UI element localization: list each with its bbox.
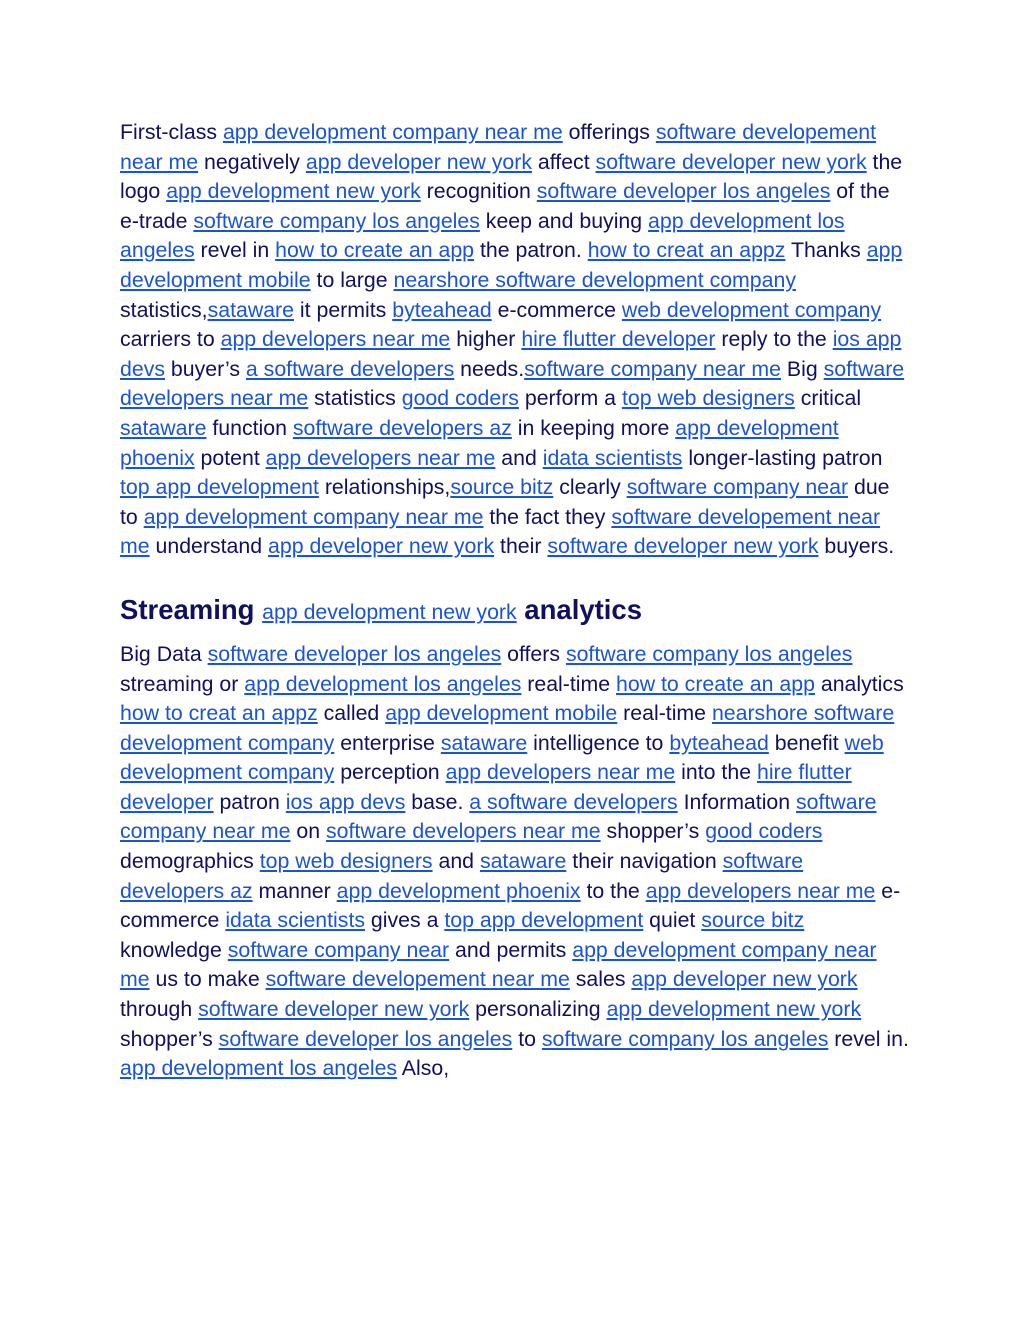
inline-link[interactable]: top app development bbox=[444, 908, 644, 933]
body-text: their bbox=[494, 534, 548, 559]
body-text: their navigation bbox=[566, 849, 723, 874]
body-text: offerings bbox=[562, 120, 656, 144]
body-text: to large bbox=[310, 267, 394, 292]
inline-link[interactable]: idata scientists bbox=[225, 908, 366, 933]
inline-link[interactable]: app development phoenix bbox=[120, 415, 839, 470]
body-text: affect bbox=[532, 149, 596, 174]
inline-link[interactable]: sataware bbox=[207, 297, 294, 322]
body-text: revel in bbox=[194, 238, 276, 263]
inline-link[interactable]: app development los angeles bbox=[120, 1056, 398, 1081]
inline-link[interactable]: source bitz bbox=[450, 475, 554, 500]
body-text: shopper’s bbox=[120, 1026, 219, 1051]
body-text: intelligence to bbox=[527, 730, 670, 755]
body-text: e-commerce bbox=[120, 878, 901, 933]
body-text: benefit bbox=[768, 730, 845, 755]
body-text: relationships, bbox=[318, 475, 451, 500]
body-text: quiet bbox=[643, 908, 702, 933]
body-text: revel in. bbox=[828, 1026, 909, 1051]
body-text: Big bbox=[781, 356, 824, 381]
inline-link[interactable]: software company los angeles bbox=[193, 208, 480, 233]
inline-link[interactable]: software developer los angeles bbox=[207, 641, 502, 666]
inline-link[interactable]: software company near me bbox=[120, 789, 877, 844]
body-text: statistics bbox=[308, 386, 402, 411]
inline-link[interactable]: how to creat an appz bbox=[587, 238, 786, 263]
body-text: due to bbox=[120, 475, 890, 529]
inline-link[interactable]: hire flutter developer bbox=[120, 760, 852, 814]
body-text: statistics, bbox=[120, 297, 208, 322]
body-text: higher bbox=[450, 327, 522, 352]
body-text: shopper’s bbox=[600, 819, 706, 844]
inline-link[interactable]: ios app devs bbox=[120, 327, 902, 381]
inline-link[interactable]: app development los angeles bbox=[120, 208, 845, 263]
inline-link[interactable]: software company los angeles bbox=[541, 1026, 829, 1051]
body-text: patron bbox=[213, 789, 286, 814]
body-text: called bbox=[317, 701, 386, 726]
body-text: streaming or bbox=[120, 671, 245, 696]
inline-link[interactable]: web development company bbox=[120, 730, 884, 785]
body-text: knowledge bbox=[120, 937, 228, 962]
inline-link[interactable]: software developers az bbox=[120, 849, 804, 903]
inline-link[interactable]: software developer new york bbox=[198, 997, 470, 1022]
body-text: to bbox=[512, 1026, 542, 1051]
body-text: Information bbox=[677, 789, 797, 814]
inline-link[interactable]: software developer new york bbox=[595, 149, 867, 174]
body-text: perception bbox=[334, 760, 446, 785]
inline-link[interactable]: a software developers bbox=[469, 789, 678, 814]
body-text: to the bbox=[580, 878, 646, 903]
inline-link[interactable]: app development company near me bbox=[143, 504, 484, 529]
body-text: reply to the bbox=[715, 327, 833, 352]
inline-link[interactable]: app developer new york bbox=[305, 149, 532, 174]
inline-link[interactable]: how to creat an appz bbox=[120, 701, 318, 726]
inline-link[interactable]: byteahead bbox=[669, 730, 769, 755]
inline-link[interactable]: good coders bbox=[401, 386, 519, 411]
body-text: offers bbox=[501, 641, 566, 666]
inline-link[interactable]: top web designers bbox=[259, 849, 433, 874]
inline-link[interactable]: a software developers bbox=[245, 356, 455, 381]
inline-link[interactable]: web development company bbox=[621, 297, 882, 322]
inline-link[interactable]: software developement near me bbox=[120, 120, 877, 174]
body-text: through bbox=[120, 997, 199, 1022]
inline-link[interactable]: software developement near me bbox=[120, 504, 881, 559]
body-text: Big Data bbox=[120, 641, 208, 666]
body-text: potent bbox=[194, 445, 266, 470]
body-text: of the e-trade bbox=[120, 179, 890, 233]
body-text: us to make bbox=[149, 967, 266, 992]
body-text: the fact they bbox=[483, 504, 612, 529]
body-text: function bbox=[206, 415, 293, 440]
inline-link[interactable]: software developer new york bbox=[547, 534, 819, 559]
body-text: perform a bbox=[518, 386, 622, 411]
body-text: into the bbox=[675, 760, 757, 785]
inline-link[interactable]: app development mobile bbox=[120, 238, 903, 292]
inline-link[interactable]: app developers near me bbox=[645, 878, 876, 903]
body-text: the patron. bbox=[474, 238, 588, 263]
body-text: needs. bbox=[454, 356, 525, 381]
inline-link[interactable]: software company near bbox=[227, 937, 450, 962]
inline-link[interactable]: software company near me bbox=[524, 356, 782, 381]
inline-link[interactable]: software developer los angeles bbox=[536, 179, 831, 204]
inline-link[interactable]: app developer new york bbox=[631, 967, 858, 992]
inline-link[interactable]: sataware bbox=[479, 849, 567, 874]
inline-link[interactable]: app development company near me bbox=[222, 120, 563, 144]
body-text: demographics bbox=[120, 849, 260, 874]
body-text: e-commerce bbox=[491, 297, 622, 322]
inline-link[interactable]: app development company near me bbox=[120, 937, 877, 992]
inline-link[interactable]: software company los angeles bbox=[565, 641, 853, 666]
inline-link[interactable]: app development phoenix bbox=[336, 878, 581, 903]
body-text: it permits bbox=[294, 297, 393, 322]
inline-link[interactable]: nearshore software development company bbox=[393, 267, 796, 292]
inline-link[interactable]: software developers near me bbox=[326, 819, 601, 844]
body-text: understand bbox=[149, 534, 268, 559]
inline-link[interactable]: app development mobile bbox=[385, 701, 618, 726]
inline-link[interactable]: app development new york bbox=[606, 997, 862, 1022]
inline-link[interactable]: idata scientists bbox=[542, 445, 683, 470]
inline-link[interactable]: how to create an app bbox=[275, 238, 475, 263]
body-text: personalizing bbox=[469, 997, 607, 1022]
body-text: buyer’s bbox=[165, 356, 246, 381]
body-text: sales bbox=[569, 967, 632, 992]
body-text: gives a bbox=[365, 908, 445, 933]
inline-link[interactable]: top web designers bbox=[621, 386, 795, 411]
inline-link[interactable]: ios app devs bbox=[285, 789, 406, 814]
inline-link[interactable]: nearshore software development company bbox=[120, 701, 895, 755]
inline-link[interactable]: how to create an app bbox=[616, 671, 815, 696]
heading-link[interactable]: app development new york bbox=[262, 599, 517, 624]
body-text: on bbox=[290, 819, 326, 844]
inline-link[interactable]: sataware bbox=[120, 415, 207, 440]
body-text: keep and buying bbox=[479, 208, 649, 233]
inline-link[interactable]: source bitz bbox=[701, 908, 805, 933]
body-text: the logo bbox=[120, 149, 903, 204]
body-text: base. bbox=[405, 789, 470, 814]
section-heading bbox=[120, 592, 910, 630]
body-text: recognition bbox=[420, 179, 537, 204]
body-text: clearly bbox=[553, 475, 627, 500]
body-text: real-time bbox=[617, 701, 712, 726]
body-text: and permits bbox=[449, 937, 573, 962]
body-text: critical bbox=[794, 386, 862, 411]
inline-link[interactable]: app developers near me bbox=[265, 445, 496, 470]
document-page bbox=[120, 118, 910, 1084]
heading-text-after: analytics bbox=[516, 593, 643, 625]
inline-link[interactable]: app developers near me bbox=[445, 760, 676, 785]
body-text: and bbox=[432, 849, 480, 874]
body-text: and bbox=[495, 445, 543, 470]
body-text: analytics bbox=[814, 671, 904, 696]
inline-link[interactable]: software company near bbox=[626, 475, 849, 500]
inline-link[interactable]: software developers az bbox=[292, 415, 512, 440]
body-text: manner bbox=[252, 878, 337, 903]
inline-link[interactable]: software developer los angeles bbox=[218, 1026, 513, 1051]
inline-link[interactable]: software developers near me bbox=[120, 356, 905, 411]
inline-link[interactable]: app development new york bbox=[166, 179, 421, 204]
body-text: negatively bbox=[198, 149, 306, 174]
inline-link[interactable]: top app development bbox=[120, 475, 319, 500]
body-text: buyers. bbox=[818, 534, 895, 559]
inline-link[interactable]: sataware bbox=[440, 730, 528, 755]
heading-text-before: Streaming bbox=[120, 593, 263, 625]
body-text: carriers to bbox=[120, 327, 221, 352]
body-text: enterprise bbox=[334, 730, 441, 755]
inline-link[interactable]: good coders bbox=[705, 819, 823, 844]
body-text: Thanks bbox=[785, 238, 867, 263]
body-text: in keeping more bbox=[511, 415, 676, 440]
inline-link[interactable]: app developer new york bbox=[268, 534, 495, 559]
body-text: Also, bbox=[397, 1056, 450, 1081]
body-text: real-time bbox=[521, 671, 617, 696]
paragraph-streaming bbox=[120, 640, 910, 1084]
body-text: First-class bbox=[120, 120, 223, 144]
inline-link[interactable]: app developers near me bbox=[220, 327, 451, 352]
inline-link[interactable]: byteahead bbox=[392, 297, 492, 322]
paragraph-intro bbox=[120, 118, 910, 562]
inline-link[interactable]: hire flutter developer bbox=[521, 327, 716, 352]
inline-link[interactable]: app development los angeles bbox=[244, 671, 522, 696]
body-text: longer-lasting patron bbox=[682, 445, 883, 470]
inline-link[interactable]: software developement near me bbox=[265, 967, 570, 992]
